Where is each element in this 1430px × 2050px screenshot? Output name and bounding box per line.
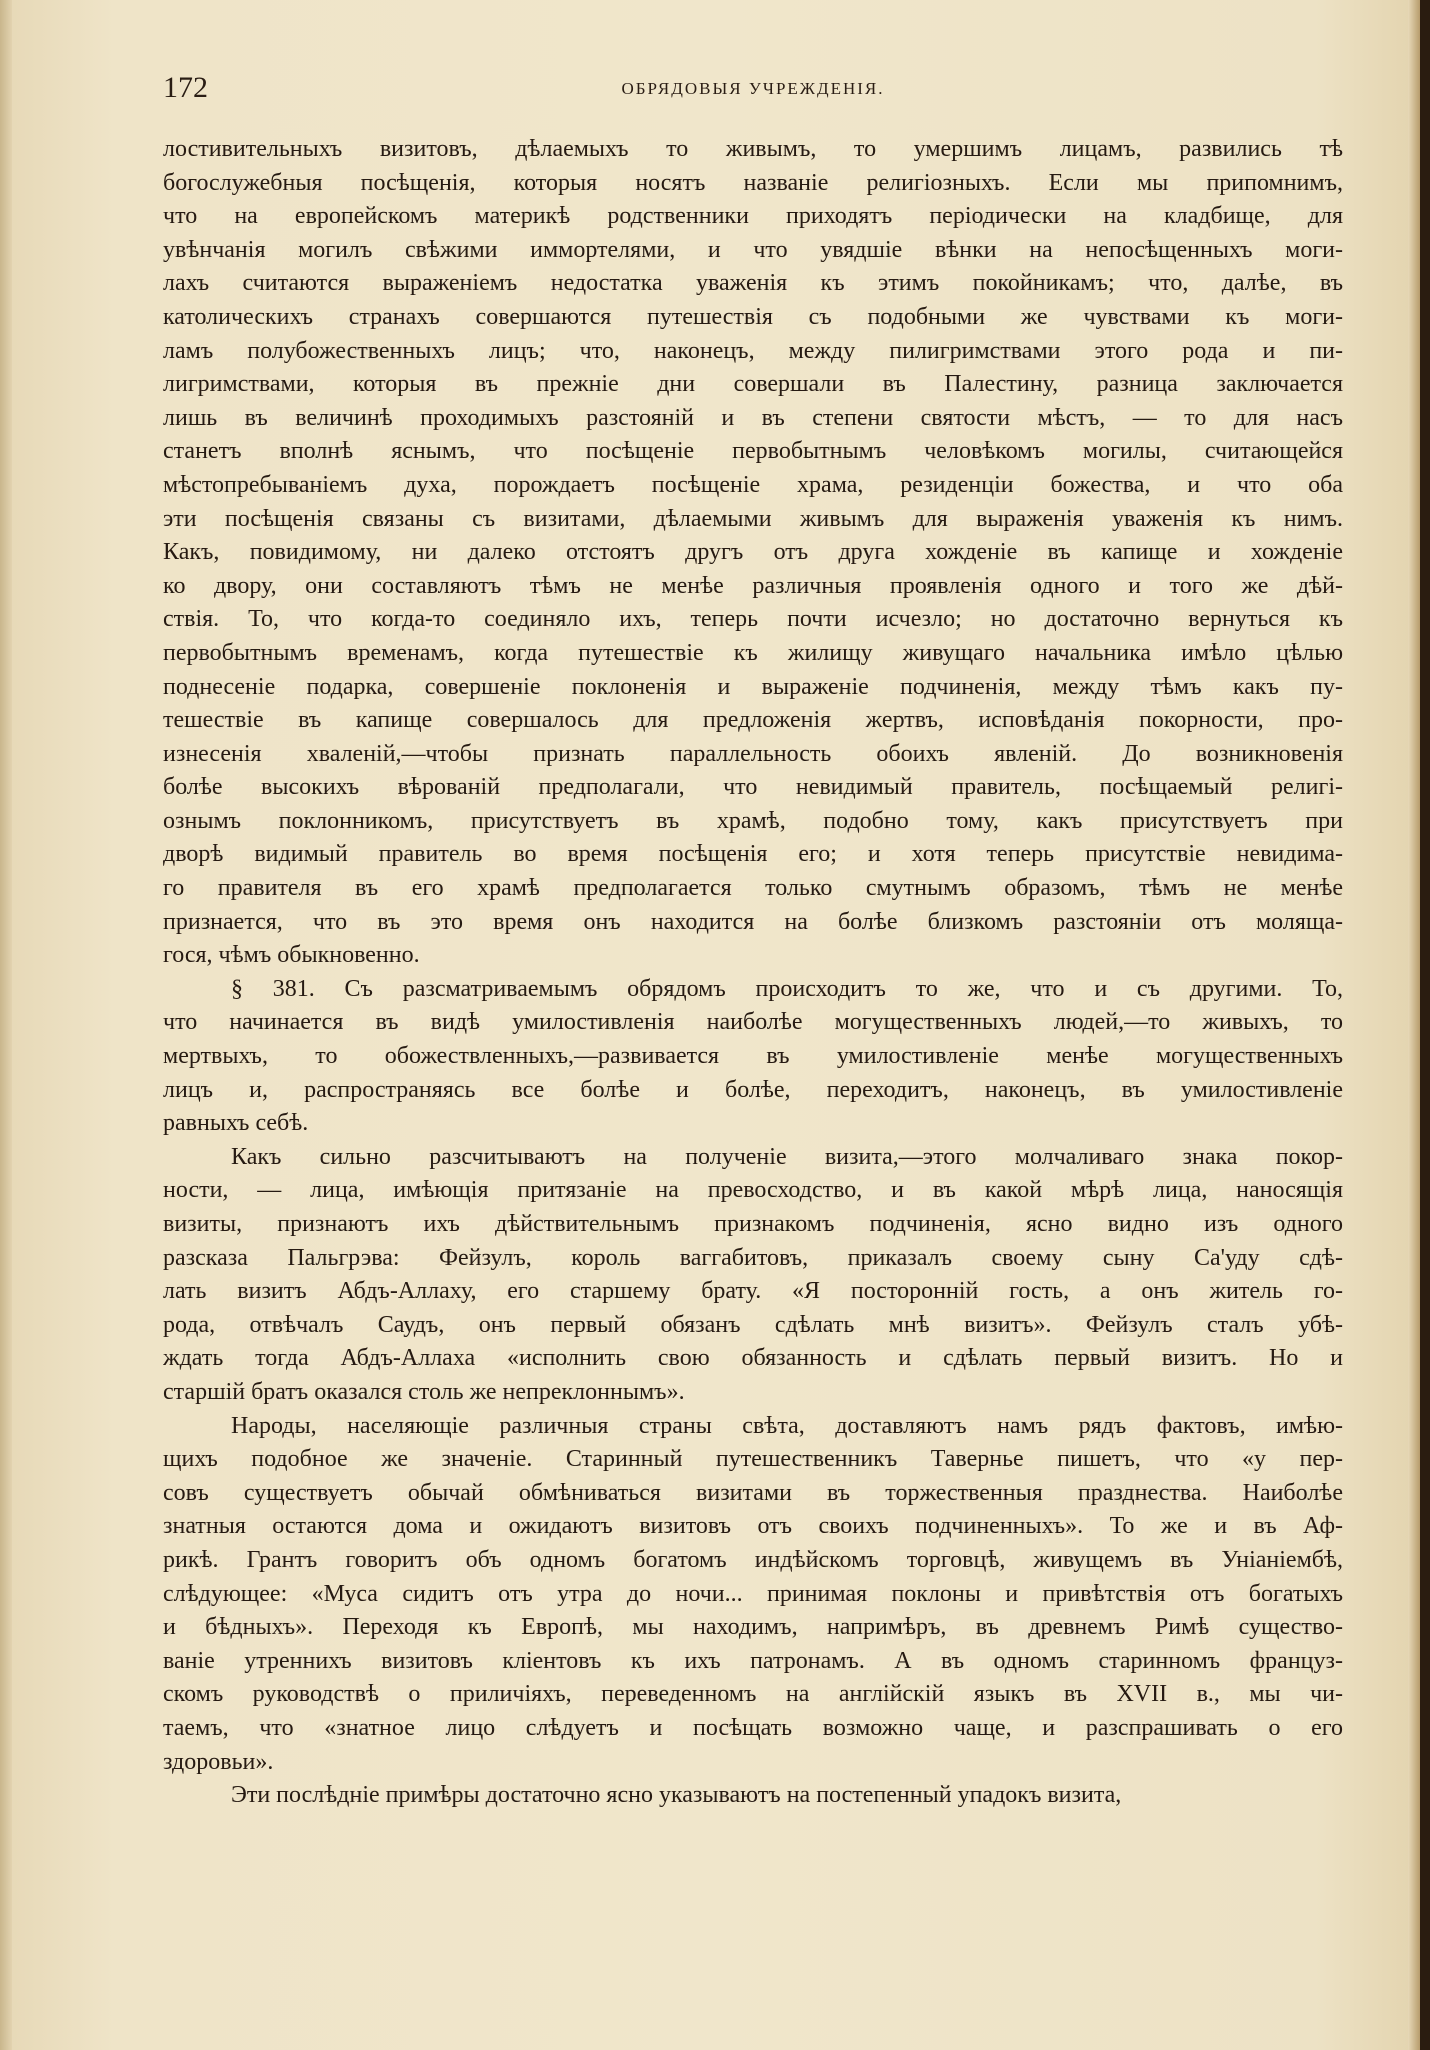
text-line: старшій братъ оказался столь же непреклоннымъ». [163, 1378, 685, 1405]
paragraph [163, 1410, 1343, 1780]
text-line: станетъ вполнѣ яснымъ, что посѣщеніе первобытнымъ человѣкомъ могилы, считающейся [163, 438, 1343, 465]
text-line: го правителя въ его храмѣ предполагается только смутнымъ образомъ, тѣмъ не менѣе [163, 875, 1343, 902]
text-line: скомъ руководствѣ о приличіяхъ, переведенномъ на англійскій языкъ въ XVII в., мы чи- [163, 1681, 1343, 1708]
text-line: болѣе высокихъ вѣрованій предполагали, что невидимый правитель, посѣщаемый религі- [163, 774, 1343, 801]
text-line: первобытнымъ временамъ, когда путешествіе къ жилищу живущаго начальника имѣло цѣлью [163, 639, 1343, 666]
text-line: Какъ, повидимому, ни далеко отстоятъ другъ отъ друга хожденіе въ капище и хожденіе [163, 539, 1343, 566]
text-line: тешествіе въ капище совершалось для предложенія жертвъ, исповѣданія покорности, про- [163, 707, 1343, 734]
text-line: ко двору, они составляютъ тѣмъ не менѣе различныя проявленія одного и того же дѣй- [163, 572, 1343, 599]
paragraph [163, 973, 1343, 1141]
page-number: 172 [163, 71, 208, 104]
text-line: лостивительныхъ визитовъ, дѣлаемыхъ то живымъ, то умершимъ лицамъ, развились тѣ [163, 136, 1343, 162]
page-header [163, 68, 1343, 108]
text-line: § 381. Съ разсматриваемымъ обрядомъ происходитъ то же, что и съ другими. То, [231, 975, 1343, 1002]
body-text [163, 133, 1343, 1813]
text-line: знатныя остаются дома и ожидаютъ визитовъ отъ своихъ подчиненныхъ». То же и въ Аф- [163, 1513, 1343, 1540]
text-line: ности, — лица, имѣющія притязаніе на превосходство, и въ какой мѣрѣ лица, наносящія [163, 1177, 1343, 1204]
text-line: Какъ сильно разсчитываютъ на полученіе визита,—этого молчаливаго знака покор- [231, 1143, 1343, 1170]
text-line: что начинается въ видѣ умилостивленія наиболѣе могущественныхъ людей,—то живыхъ, то [163, 1009, 1343, 1036]
paragraph [163, 1779, 1343, 1813]
text-line: лишь въ величинѣ проходимыхъ разстояній и въ степени святости мѣстъ, — то для насъ [163, 404, 1343, 431]
text-line: рода, отвѣчалъ Саудъ, онъ первый обязанъ сдѣлать мнѣ визитъ». Фейзулъ сталъ убѣ- [163, 1311, 1343, 1338]
text-line: изнесенія хваленій,—чтобы признать параллельность обоихъ явленій. До возникновенія [163, 740, 1343, 767]
text-line: равныхъ себѣ. [163, 1110, 309, 1137]
text-line: здоровьи». [163, 1748, 274, 1775]
text-line: увѣнчанія могилъ свѣжими иммортелями, и что увядшіе вѣнки на непосѣщенныхъ моги- [163, 236, 1343, 263]
text-line: ламъ полубожественныхъ лицъ; что, наконецъ, между пилигримствами этого рода и пи- [163, 337, 1343, 364]
text-line: таемъ, что «знатное лицо слѣдуетъ и посѣщать возможно чаще, и разспрашивать о его [163, 1714, 1343, 1741]
text-line: дворѣ видимый правитель во время посѣщенія его; и хотя теперь присутствіе невидима- [163, 841, 1343, 868]
text-line: Эти послѣдніе примѣры достаточно ясно указываютъ на постепенный упадокъ визита, [231, 1782, 1122, 1809]
page-binding-shadow [1408, 0, 1420, 2050]
text-line: богослужебныя посѣщенія, которыя носятъ названіе религіозныхъ. Если мы припомнимъ, [163, 169, 1343, 196]
text-line: что на европейскомъ материкѣ родственники приходятъ періодически на кладбище, для [163, 203, 1343, 230]
text-line: слѣдующее: «Муса сидитъ отъ утра до ночи... принимая поклоны и привѣтствія отъ богатыхъ [163, 1580, 1343, 1607]
text-line: признается, что въ это время онъ находится на болѣе близкомъ разстояніи отъ моляща- [163, 908, 1343, 935]
text-line: католическихъ странахъ совершаются путешествія съ подобными же чувствами къ моги- [163, 303, 1343, 330]
text-line: ознымъ поклонникомъ, присутствуетъ въ храмѣ, подобно тому, какъ присутствуетъ при [163, 807, 1343, 834]
text-line: разсказа Пальгрэва: Фейзулъ, король ваггабитовъ, приказалъ своему сыну Са'уду сдѣ- [163, 1244, 1343, 1271]
text-line: гося, чѣмъ обыкновенно. [163, 942, 420, 969]
paragraph [163, 133, 1343, 973]
page-right-edge [1420, 0, 1430, 2050]
text-line: щихъ подобное же значеніе. Старинный путешественникъ Тавернье пишетъ, что «у пер- [163, 1446, 1343, 1473]
text-line: совъ существуетъ обычай обмѣниваться визитами въ торжественныя празднества. Наиболѣе [163, 1479, 1343, 1506]
text-line: мѣстопребываніемъ духа, порождаетъ посѣщеніе храма, резиденціи божества, и что оба [163, 471, 1343, 498]
text-line: лахъ считаются выраженіемъ недостатка уваженія къ этимъ покойникамъ; что, далѣе, въ [163, 270, 1343, 297]
text-line: рикѣ. Грантъ говоритъ объ одномъ богатомъ индѣйскомъ торговцѣ, живущемъ въ Уніаніембѣ, [163, 1546, 1343, 1573]
text-line: и бѣдныхъ». Переходя къ Европѣ, мы находимъ, напримѣръ, въ древнемъ Римѣ существо- [163, 1614, 1343, 1641]
paragraph [163, 1141, 1343, 1410]
text-line: лицъ и, распространяясь все болѣе и болѣе, переходитъ, наконецъ, въ умилостивленіе [163, 1076, 1343, 1103]
text-line: ждать тогда Абдъ-Аллаха «исполнить свою обязанность и сдѣлать первый визитъ. Но и [163, 1345, 1343, 1372]
text-line: лигримствами, которыя въ прежніе дни совершали въ Палестину, разница заключается [163, 371, 1343, 398]
text-line: Народы, населяющіе различныя страны свѣта, доставляютъ намъ рядъ фактовъ, имѣю- [231, 1412, 1343, 1439]
text-line: ваніе утреннихъ визитовъ кліентовъ къ ихъ патронамъ. А въ одномъ старинномъ француз- [163, 1647, 1343, 1674]
text-line: визиты, признаютъ ихъ дѣйствительнымъ признакомъ подчиненія, ясно видно изъ одного [163, 1211, 1343, 1237]
text-line: мертвыхъ, то обожествленныхъ,—развивается въ умилостивленіе менѣе могущественныхъ [163, 1043, 1343, 1070]
running-title: ОБРЯДОВЫЯ УЧРЕЖДЕНІЯ. [621, 79, 885, 98]
text-line: лать визитъ Абдъ-Аллаху, его старшему брату. «Я посторонній гость, а онъ житель го- [163, 1278, 1343, 1305]
page-left-edge [0, 0, 12, 2050]
text-line: ствія. То, что когда-то соединяло ихъ, теперь почти исчезло; но достаточно вернуться къ [163, 606, 1343, 633]
text-line: поднесеніе подарка, совершеніе поклоненія и выраженіе подчиненія, между тѣмъ какъ пу- [163, 673, 1343, 700]
text-line: эти посѣщенія связаны съ визитами, дѣлаемыми живымъ для выраженія уваженія къ нимъ. [163, 505, 1343, 532]
